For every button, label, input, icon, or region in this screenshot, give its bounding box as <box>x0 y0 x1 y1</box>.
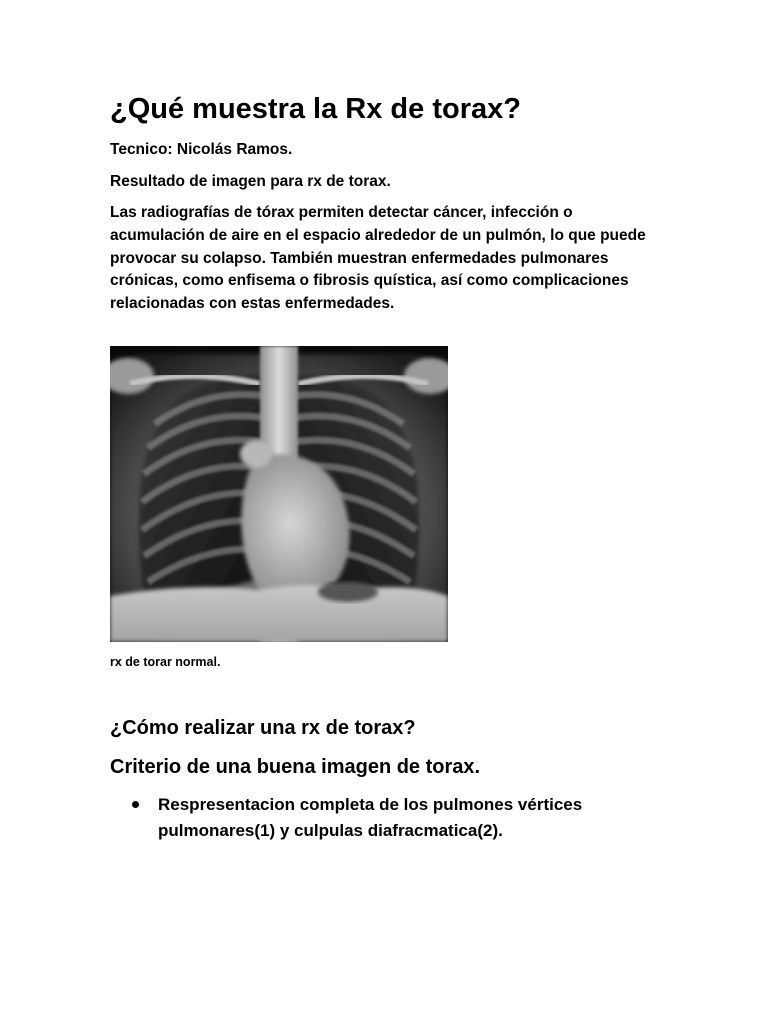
technician-line: Tecnico: Nicolás Ramos. <box>110 141 293 158</box>
criteria-item-text: Respresentacion completa de los pulmones vértices pulmonares(1) y culpulas diafracmatica(2). <box>158 795 583 840</box>
section-heading: ¿Cómo realizar una rx de torax? <box>110 717 416 739</box>
criteria-list-item <box>110 792 630 844</box>
description-paragraph: Las radiografías de tórax permiten detectar cáncer, infección o acumulación de aire en el espacio alrededor de un pulmón, lo que puede provocar su colapso. También muestran enfermedades pulmonares crónicas, como enfisema o fibrosis quística, así como complicaciones relacionadas con estas enfermedades. <box>110 204 646 313</box>
bullet-icon <box>132 801 139 808</box>
result-line: Resultado de imagen para rx de torax. <box>110 173 391 190</box>
criteria-list <box>110 792 630 844</box>
criteria-heading: Criterio de una buena imagen de torax. <box>110 756 481 778</box>
image-caption: rx de torar normal. <box>110 655 221 669</box>
chest-xray-image <box>110 346 448 642</box>
page-title: ¿Qué muestra la Rx de torax? <box>110 93 521 125</box>
